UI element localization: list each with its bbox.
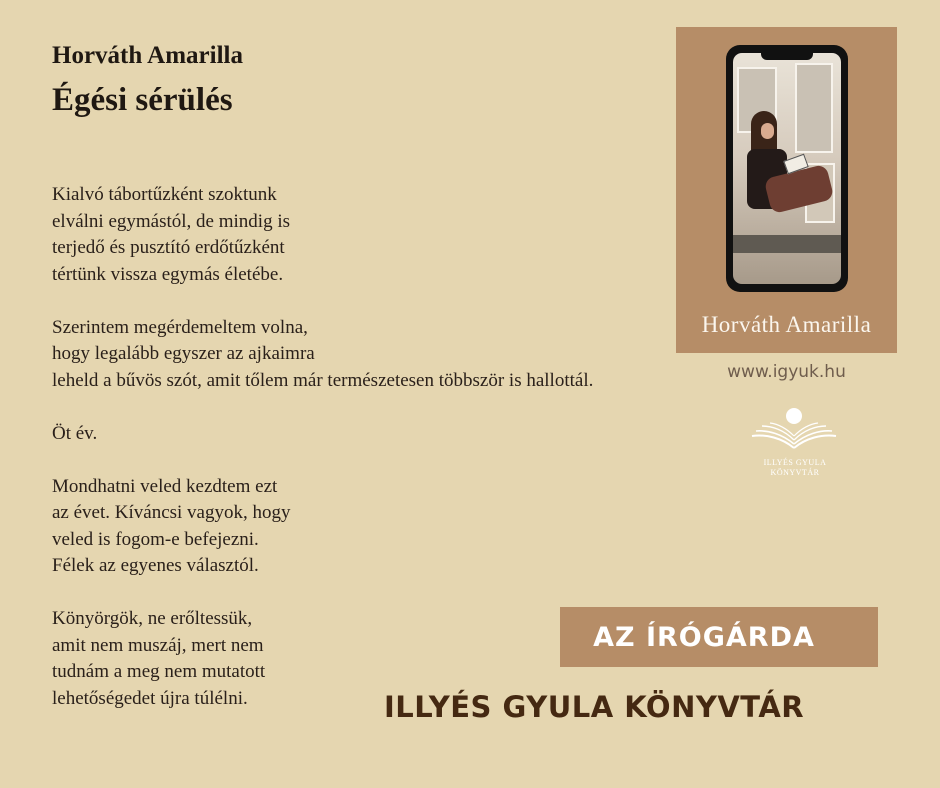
stanza-3 [52, 421, 593, 448]
poem-line: veled is fogom-e befejezni. [52, 528, 259, 550]
library-logo [748, 404, 842, 480]
irogarda-badge [560, 607, 878, 667]
poem-line: lehetőségedet újra túlélni. [52, 687, 248, 709]
poem-line: Könyörgök, ne erőltessük, [52, 608, 253, 629]
stanza-4 [52, 474, 593, 580]
card-author-name: Horváth Amarilla [701, 312, 872, 337]
window-ledge [733, 235, 841, 253]
poem-line: elválni egymástól, de mindig is [52, 210, 290, 232]
window-pane [795, 63, 833, 153]
author-card [676, 27, 897, 353]
poem-line: Mondhatni veled kezdtem ezt [52, 475, 278, 497]
phone-photo [726, 45, 848, 292]
author-name: Horváth Amarilla [52, 42, 243, 69]
poem-title: Égési sérülés [52, 82, 233, 118]
poem-line: az évet. Kíváncsi vagyok, hogy [52, 502, 291, 523]
badge-label: AZ ÍRÓGÁRDA [593, 621, 815, 653]
phone-notch [761, 51, 813, 60]
library-name: ILLYÉS GYULA KÖNYVTÁR [384, 690, 805, 724]
poem-line: terjedő és pusztító erdőtűzként [52, 237, 285, 258]
poem-line: hogy legalább egyszer az ajkaimra [52, 343, 315, 364]
stanza-1 [52, 182, 593, 288]
poem-line: Kialvó tábortűzként szoktunk [52, 184, 277, 205]
open-book-sun-icon [748, 404, 842, 456]
logo-line-1: ILLYÉS GYULA [763, 458, 827, 467]
poem-line: Félek az egyenes választól. [52, 555, 259, 576]
poem-line: Öt év. [52, 422, 98, 444]
poem-body [52, 182, 593, 739]
website-link[interactable]: www.igyuk.hu [727, 362, 846, 382]
poem-line: amit nem muszáj, mert nem [52, 634, 264, 656]
photo-girl-reading [733, 53, 841, 284]
stanza-2 [52, 315, 593, 395]
poem-line: tértünk vissza egymás életébe. [52, 263, 284, 285]
poem-line: leheld a bűvös szót, amit tőlem már természetesen többször is hallottál. [52, 369, 594, 391]
poem-line: Szerintem megérdemeltem volna, [52, 316, 308, 338]
poem-line: tudnám a meg nem mutatott [52, 661, 266, 682]
logo-line-2: KÖNYVTÁR [770, 468, 820, 477]
person-face [761, 123, 774, 139]
